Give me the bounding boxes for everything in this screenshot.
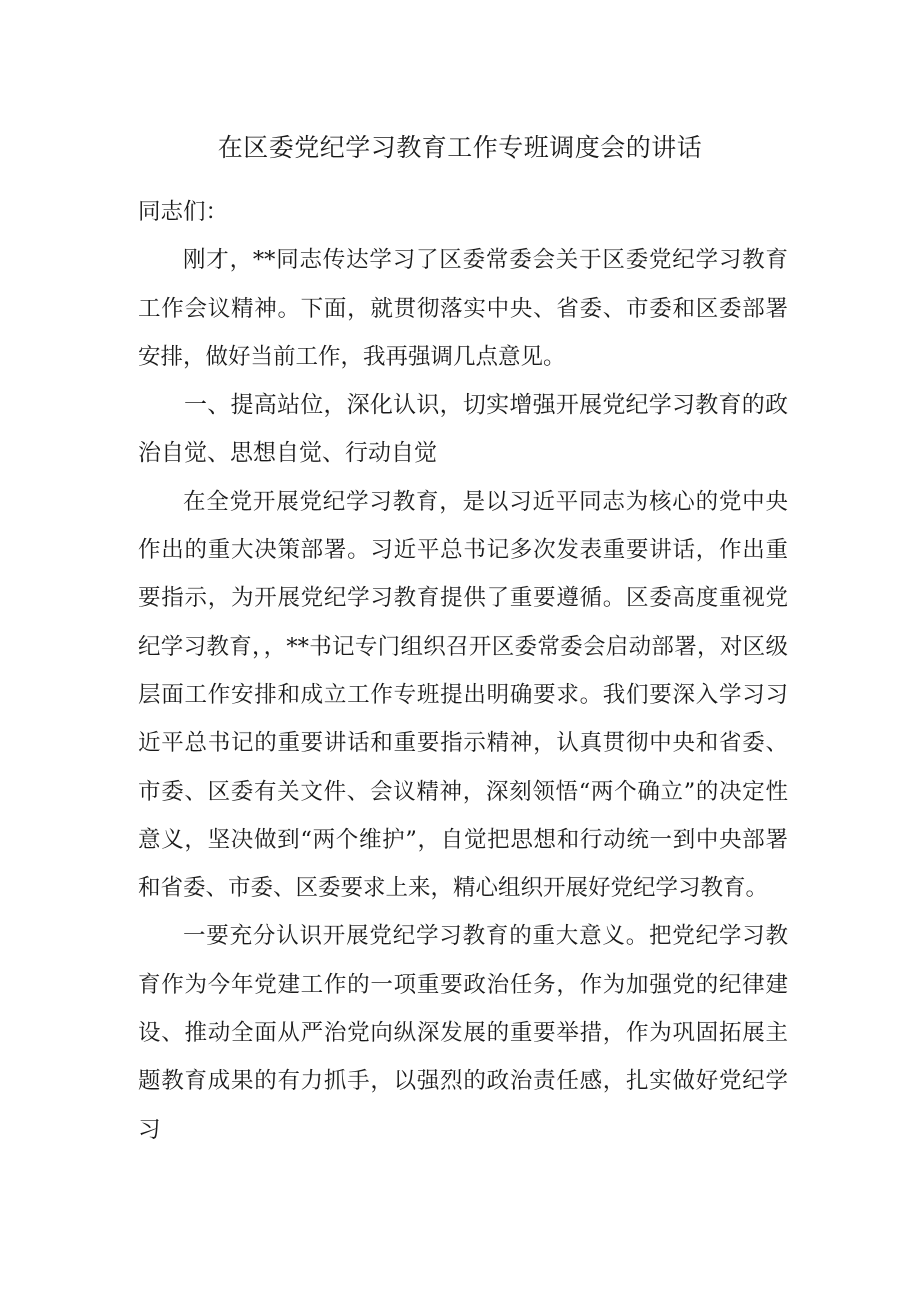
document-body: [138, 188, 788, 1154]
salutation: 同志们：: [138, 199, 229, 225]
paragraph-intro: 刚才，**同志传达学习了区委常委会关于区委党纪学习教育工作会议精神。下面，就贯彻落实中央、省委、市委和区委部署安排，做好当前工作，我再强调几点意见。: [138, 247, 788, 370]
paragraph-point-1: 一要充分认识开展党纪学习教育的重大意义。把党纪学习教育作为今年党建工作的一项重要政治任务，作为加强党的纪律建设、推动全面从严治党向纵深发展的重要举措，作为巩固拓展主题教育成果的有力抓手，以强烈的政治责任感，扎实做好党纪学习: [138, 923, 788, 1143]
section-heading-1: 一、提高站位，深化认识，切实增强开展党纪学习教育的政治自觉、思想自觉、行动自觉: [138, 392, 788, 467]
paragraph-section-1-body: 在全党开展党纪学习教育，是以习近平同志为核心的党中央作出的重大决策部署。习近平总书记多次发表重要讲话，作出重要指示，为开展党纪学习教育提供了重要遵循。区委高度重视党纪学习教育，，**书记专门组织召开区委常委会启动部署，对区级层面工作安排和成立工作专班提出明确要求。我们要深入学习习近平总书记的重要讲话和重要指示精神，认真贯彻中央和省委、市委、区委有关文件、会议精神，深刻领悟“两个确立”的决定性意义，坚决做到“两个维护”，自觉把思想和行动统一到中央部署和省委、市委、区委要求上来，精心组织开展好党纪学习教育。: [138, 488, 788, 902]
document-title: 在区委党纪学习教育工作专班调度会的讲话: [217, 133, 703, 162]
